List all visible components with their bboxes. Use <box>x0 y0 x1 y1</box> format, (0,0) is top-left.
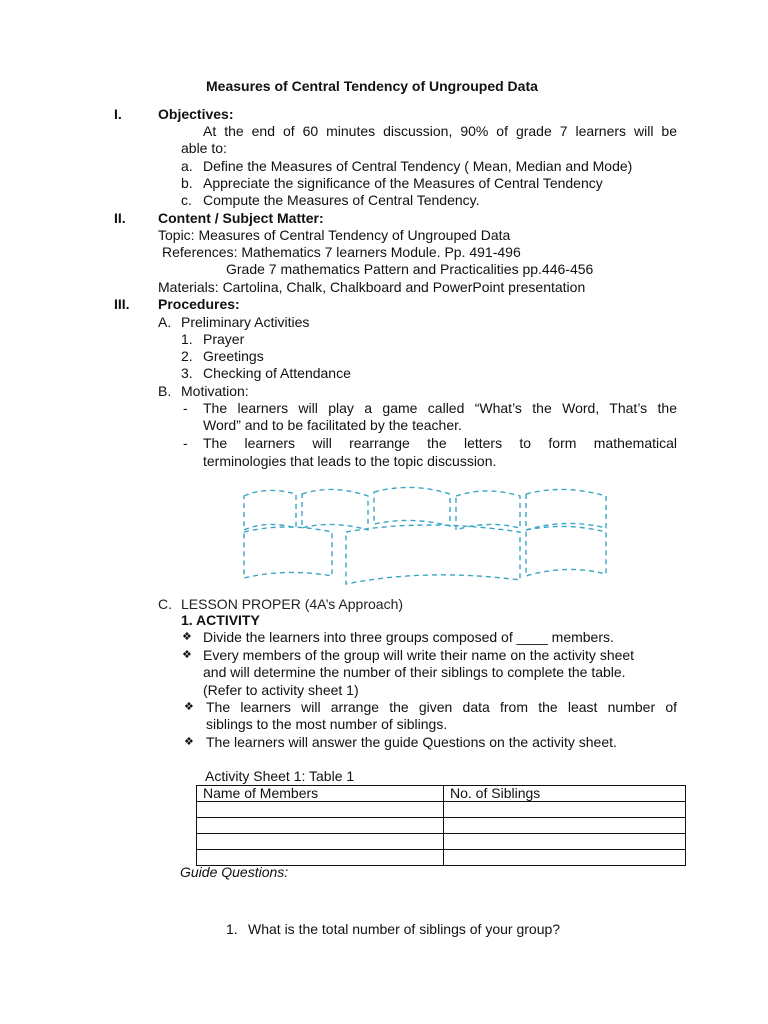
objective-item-b: Appreciate the significance of the Measures of Central Tendency <box>203 175 603 191</box>
objectives-heading: Objectives: <box>158 106 234 122</box>
preliminary-item-attendance: Checking of Attendance <box>203 365 351 381</box>
activity-bullet-2-line2: and will determine the number of their siblings to complete the table. <box>203 664 626 680</box>
motivation-dash-1: - <box>183 400 188 416</box>
activity-sheet-caption: Activity Sheet 1: Table 1 <box>205 768 355 784</box>
word-box-8 <box>526 526 606 576</box>
word-box-1 <box>244 490 296 530</box>
column-header-name: Name of Members <box>197 786 444 802</box>
word-box-3 <box>374 487 450 526</box>
bullet-glyph-1: ❖ <box>182 631 192 643</box>
preliminary-item-prayer: Prayer <box>203 331 245 347</box>
column-header-siblings: No. of Siblings <box>444 786 686 802</box>
table-header-row <box>197 786 686 802</box>
table-cell-siblings <box>444 802 686 818</box>
preliminary-marker: A. <box>158 314 172 330</box>
content-references-2: Grade 7 mathematics Pattern and Practicalities pp.446-456 <box>226 261 594 277</box>
word-box-6 <box>244 527 332 578</box>
lesson-marker: C. <box>158 596 172 612</box>
bullet-glyph-2: ❖ <box>182 649 192 661</box>
preliminary-item-greetings: Greetings <box>203 348 264 364</box>
motivation-label: Motivation: <box>181 383 249 399</box>
table-cell-siblings <box>444 850 686 866</box>
section-numeral-content: II. <box>114 210 126 226</box>
objective-item-a: Define the Measures of Central Tendency ( Mean, Median and Mode) <box>203 158 633 174</box>
content-heading: Content / Subject Matter: <box>158 210 324 226</box>
procedures-heading: Procedures: <box>158 296 240 312</box>
word-box-2 <box>302 489 368 530</box>
activity-sheet-table <box>196 785 686 866</box>
table-cell-siblings <box>444 834 686 850</box>
objective-marker-c: c. <box>181 192 192 208</box>
table-cell-siblings <box>444 818 686 834</box>
table-cell-name <box>197 818 444 834</box>
table-row <box>197 818 686 834</box>
guide-question-marker-1: 1. <box>226 921 238 937</box>
word-box-4 <box>456 491 520 530</box>
preliminary-marker-1: 1. <box>181 331 193 347</box>
lesson-label: LESSON PROPER (4A’s Approach) <box>181 596 404 612</box>
motivation-item2-line1: The learners will rearrange the letters to form mathematical <box>203 435 677 451</box>
table-cell-name <box>197 834 444 850</box>
preliminary-label: Preliminary Activities <box>181 314 310 330</box>
section-numeral-objectives: I. <box>114 106 122 122</box>
page-title: Measures of Central Tendency of Ungrouped Data <box>206 78 538 94</box>
objective-marker-a: a. <box>181 158 193 174</box>
content-references: References: Mathematics 7 learners Module. Pp. 491-496 <box>162 244 521 260</box>
word-box-5 <box>526 489 606 530</box>
table-row <box>197 834 686 850</box>
word-box-7 <box>346 525 520 584</box>
objective-marker-b: b. <box>181 175 193 191</box>
activity-heading: 1. ACTIVITY <box>181 612 260 628</box>
motivation-dash-2: - <box>183 435 188 451</box>
objectives-intro-line1: At the end of 60 minutes discussion, 90% of grade 7 learners will be <box>203 123 677 139</box>
content-topic: Topic: Measures of Central Tendency of Ungrouped Data <box>158 227 511 243</box>
table-row <box>197 802 686 818</box>
objectives-intro-line2: able to: <box>181 140 227 156</box>
scrambled-words-graphic <box>236 484 612 588</box>
activity-bullet-1: Divide the learners into three groups composed of ____ members. <box>203 629 614 645</box>
activity-bullet-4: The learners will answer the guide Questions on the activity sheet. <box>206 734 617 750</box>
section-numeral-procedures: III. <box>114 296 130 312</box>
activity-bullet-2-line3: (Refer to activity sheet 1) <box>203 682 359 698</box>
preliminary-marker-3: 3. <box>181 365 193 381</box>
activity-bullet-3-line2: siblings to the most number of siblings. <box>206 716 448 732</box>
content-materials: Materials: Cartolina, Chalk, Chalkboard and PowerPoint presentation <box>158 279 586 295</box>
motivation-marker: B. <box>158 383 172 399</box>
table-cell-name <box>197 802 444 818</box>
activity-bullet-3-line1: The learners will arrange the given data from the least number of <box>206 699 677 715</box>
guide-questions-heading: Guide Questions: <box>180 864 289 880</box>
preliminary-marker-2: 2. <box>181 348 193 364</box>
motivation-item1-line2: Word” and to be facilitated by the teacher. <box>203 417 462 433</box>
motivation-item2-line2: terminologies that leads to the topic discussion. <box>203 453 497 469</box>
activity-bullet-2-line1: Every members of the group will write their name on the activity sheet <box>203 647 635 663</box>
bullet-glyph-3: ❖ <box>184 701 194 713</box>
motivation-item1-line1: The learners will play a game called “What’s the Word, That’s the <box>203 400 677 416</box>
objective-item-c: Compute the Measures of Central Tendency. <box>203 192 480 208</box>
guide-question-1: What is the total number of siblings of your group? <box>248 921 561 937</box>
bullet-glyph-4: ❖ <box>184 736 194 748</box>
